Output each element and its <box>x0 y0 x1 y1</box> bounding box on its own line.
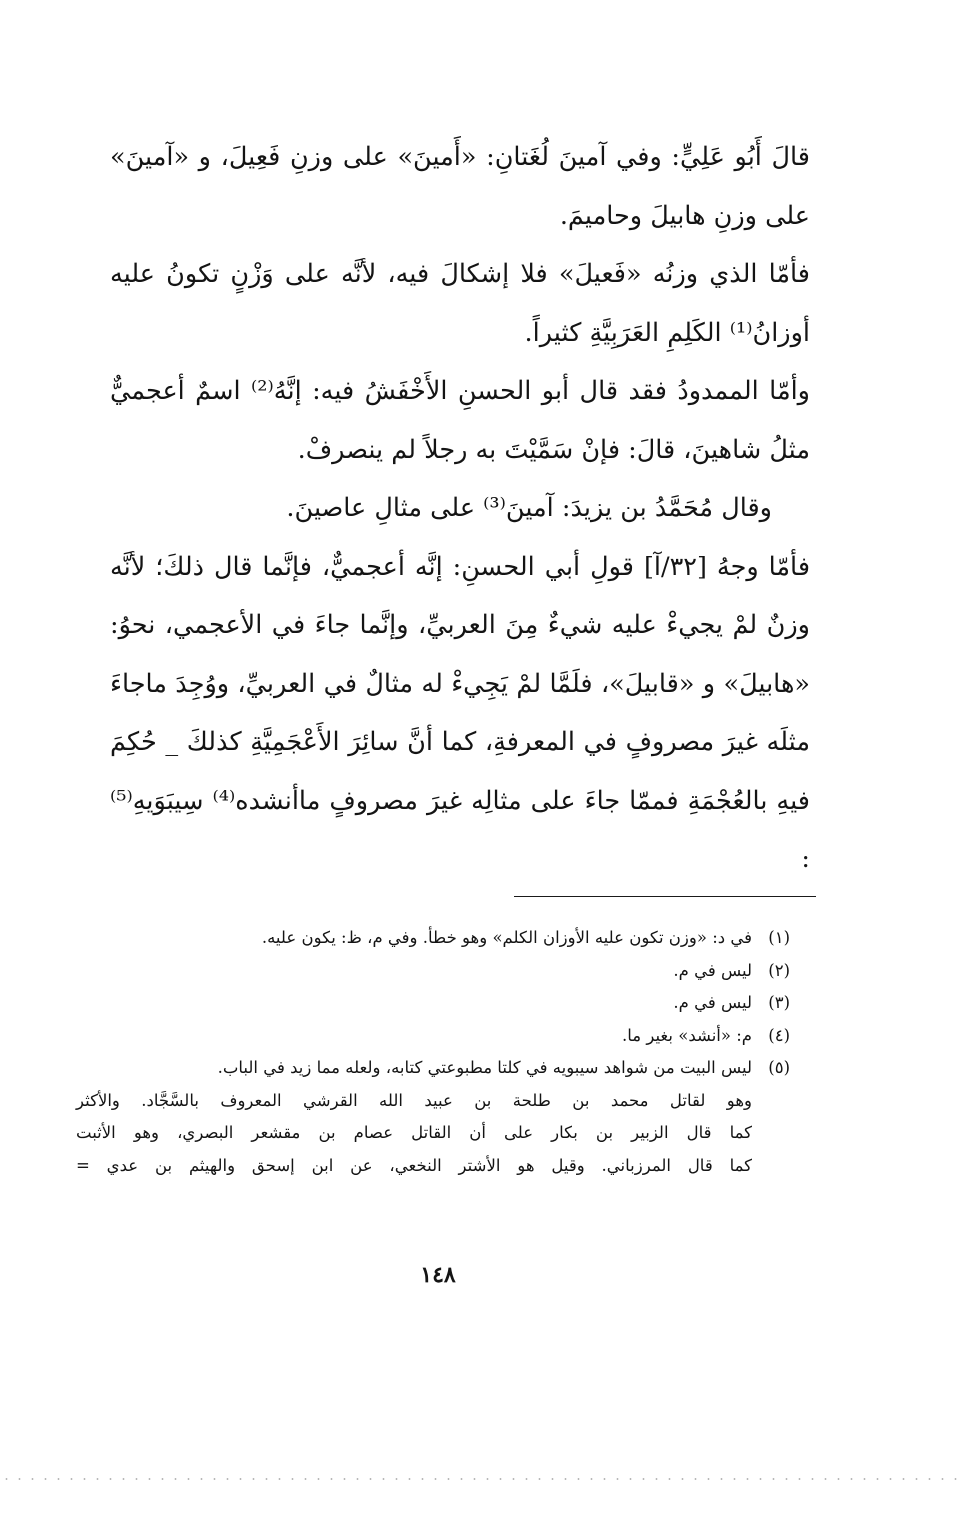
footnote-5 <box>76 1052 790 1182</box>
footnote-text: ليس البيت من شواهد سيبويه في كلتا مطبوعتي كتابه، ولعله مما زيد في الباب. <box>217 1058 752 1077</box>
footnote-text: م: «أنشد» بغير ما. <box>621 1025 752 1045</box>
paragraph-5: فأمّا وجهُ [٣٢/آ] قولِ أبي الحسنِ: إنَّه أعجميٌّ، فإنَّما قال ذلكَ؛ لأنَّه وزنٌ لمْ يجيءْ عليه شيءٌ مِنَ العربيِّ، وإنَّما جاءَ في الأعجمي، نحوُ: «هابيلَ» و «قابيلَ»، فلَمَّا لمْ يَجِيءْ له مثالٌ في العربيِّ، ووُجِدَ ماجاءَ مثلَه غيرَ مصروفٍ في المعرفةِ، كما أنَّ سائِرَ الأَعْجَمِيَّةِ كذلكَ _ حُكِمَ فيهِ بالعُجْمَةِ فممّا جاءَ على مثالِه غيرَ مصروفٍ ماأنشده⁽⁴⁾ سِيبَوَيهِ⁽⁵⁾ : <box>110 551 811 874</box>
footnote-text: ليس في م. <box>673 993 752 1012</box>
page-number: ١٤٨ <box>420 1262 456 1288</box>
paragraph-2: فأمّا الذي وزنُه «فَعيلَ» فلا إشكالَ فيه، لأنَّه على وَزْنٍ تكونُ عليه أوزانُ⁽¹⁾ الكَلِمِ العَرَبِيَّةِ كثيراً. <box>110 259 810 348</box>
footnote-text: ليس في م. <box>673 960 752 980</box>
footnote-number: (٥) <box>768 1058 790 1077</box>
main-text <box>110 128 810 889</box>
footnote-divider <box>514 896 816 897</box>
footnote-4 <box>76 1020 790 1053</box>
footnote-number: (٣) <box>768 993 790 1012</box>
footnote-text: كما قال المرزباني. وقيل هو الأشتر النخعي، عن ابن إسحق والهيثم بن عدي = <box>76 1155 752 1175</box>
footnote-1 <box>76 922 790 955</box>
footnote-number: (١) <box>768 928 790 947</box>
footnote-text: في د: «وزن تكون عليه الأوزان الكلم» وهو خطأ. وفي م، ظ: يكون عليه. <box>261 928 752 947</box>
footnotes <box>76 922 790 1182</box>
footnote-3 <box>76 987 790 1020</box>
footnote-number: (٢) <box>768 960 790 980</box>
footnote-2 <box>76 955 790 988</box>
paragraph-3: وأمّا الممدودُ فقد قال أبو الحسنِ الأَخْفَشُ فيه: إنَّهُ⁽²⁾ اسمٌ أعجميٌّ مثلُ شاهينَ، قالَ: فإنْ سَمَّيْتَ به رجلاً لم ينصرفْ. <box>110 376 811 465</box>
footnote-number: (٤) <box>768 1025 790 1045</box>
paragraph-1: قالَ أَبُو عَلِيٍّ: وفي آمينَ لُغَتانِ: «أَمينَ» على وزنِ فَعِيلَ، و «آمينَ» على وزنِ هابيلَ وحاميمَ. <box>110 142 810 231</box>
scan-artifact <box>0 1478 958 1480</box>
footnote-text: وهو لقاتل محمد بن طلحة بن عبيد الله القرشي المعروف بالسَّجَّاد. والأكثر <box>76 1090 752 1110</box>
footnote-text: كما قال الزبير بن بكار على أن القاتل عصام بن مقشعر البصري، وهو الأثبت <box>76 1123 752 1142</box>
paragraph-4: وقال مُحَمَّدُ بن يزيدَ: آمينَ⁽³⁾ على مثالِ عاصينَ. <box>286 493 772 523</box>
